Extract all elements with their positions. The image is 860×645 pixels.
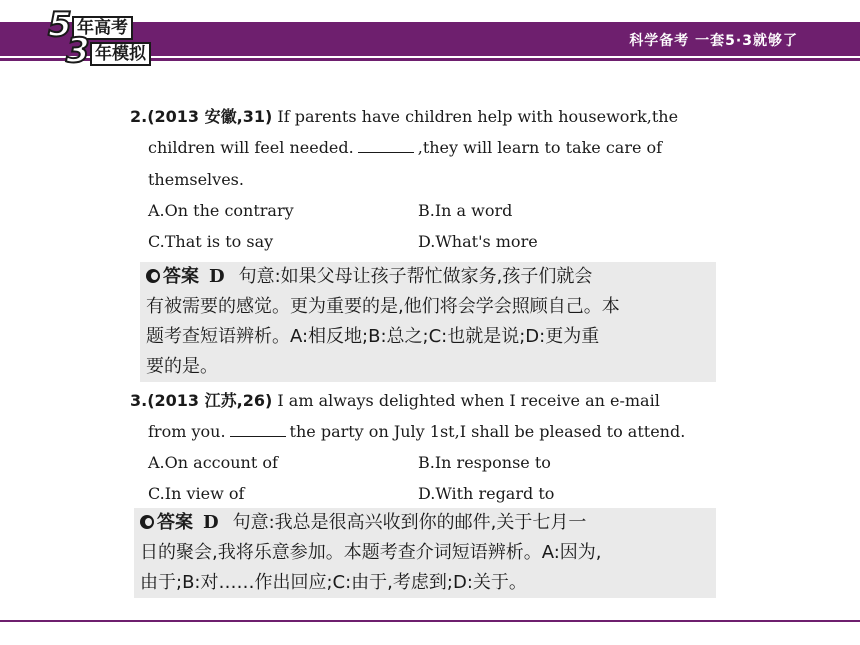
question-2-line-1 bbox=[130, 106, 678, 128]
question-3-option-c: C.In view of bbox=[148, 484, 245, 503]
question-3-option-b: B.In response to bbox=[418, 453, 551, 472]
answer-2-row-1 bbox=[146, 262, 710, 292]
question-3-blank bbox=[230, 422, 286, 437]
answer-3-row-1 bbox=[140, 508, 710, 538]
logo-word-bottom: 年模拟 bbox=[90, 42, 151, 66]
logo-digit-5: 5 bbox=[48, 5, 72, 45]
question-2-source: (2013 安徽,31) bbox=[147, 107, 273, 126]
logo-digit-3: 3 bbox=[66, 31, 90, 71]
answer-letter: D bbox=[203, 512, 219, 533]
explanation-line: 由于;B:对……作出回应;C:由于,考虑到;D:关于。 bbox=[140, 572, 527, 593]
question-3-option-d: D.With regard to bbox=[418, 484, 555, 503]
question-2-option-b: B.In a word bbox=[418, 201, 513, 220]
question-3-stem-2b: the party on July 1st,I shall be pleased to attend. bbox=[289, 422, 686, 441]
question-2-option-c: C.That is to say bbox=[148, 232, 274, 251]
answer-icon bbox=[140, 515, 154, 529]
question-3-answer bbox=[134, 508, 716, 598]
question-3-option-a: A.On account of bbox=[148, 453, 278, 472]
question-2-option-a: A.On the contrary bbox=[148, 201, 294, 220]
question-2-answer bbox=[140, 262, 716, 382]
explanation-line: 要的是。 bbox=[146, 356, 218, 377]
explanation-line: 句意:我总是很高兴收到你的邮件,关于七月一 bbox=[232, 512, 587, 533]
answer-icon bbox=[146, 269, 160, 283]
answer-letter: D bbox=[209, 266, 225, 287]
question-2-stem-1: If parents have children help with housework,the bbox=[277, 107, 679, 126]
question-2-option-d: D.What's more bbox=[418, 232, 538, 251]
question-3-source: (2013 江苏,26) bbox=[147, 391, 273, 410]
explanation-line: 有被需要的感觉。更为重要的是,他们将会学会照顾自己。本 bbox=[146, 296, 620, 317]
explanation-line: 日的聚会,我将乐意参加。本题考查介词短语辨析。A:因为, bbox=[140, 542, 602, 563]
question-2-line-3: themselves. bbox=[148, 170, 244, 189]
header-slogan: 科学备考 一套5·3就够了 bbox=[629, 33, 798, 49]
answer-label: 答案 bbox=[157, 512, 193, 533]
question-2-number: 2. bbox=[130, 107, 148, 126]
question-3-line-1 bbox=[130, 390, 660, 412]
question-3-stem-2a: from you. bbox=[148, 422, 226, 441]
question-3-number: 3. bbox=[130, 391, 148, 410]
explanation-line: 句意:如果父母让孩子帮忙做家务,孩子们就会 bbox=[238, 266, 593, 287]
logo-word-top: 年高考 bbox=[72, 16, 133, 40]
footer-divider bbox=[0, 620, 860, 622]
question-3-stem-1: I am always delighted when I receive an e-mail bbox=[277, 391, 660, 410]
question-2-stem-2b: ,they will learn to take care of bbox=[417, 138, 663, 157]
answer-label: 答案 bbox=[163, 266, 199, 287]
question-2-blank bbox=[358, 138, 414, 153]
explanation-line: 题考查短语辨析。A:相反地;B:总之;C:也就是说;D:更为重 bbox=[146, 326, 600, 347]
question-2-stem-2a: children will feel needed. bbox=[148, 138, 354, 157]
question-2-line-2 bbox=[148, 137, 662, 159]
question-3-line-2 bbox=[148, 421, 685, 443]
